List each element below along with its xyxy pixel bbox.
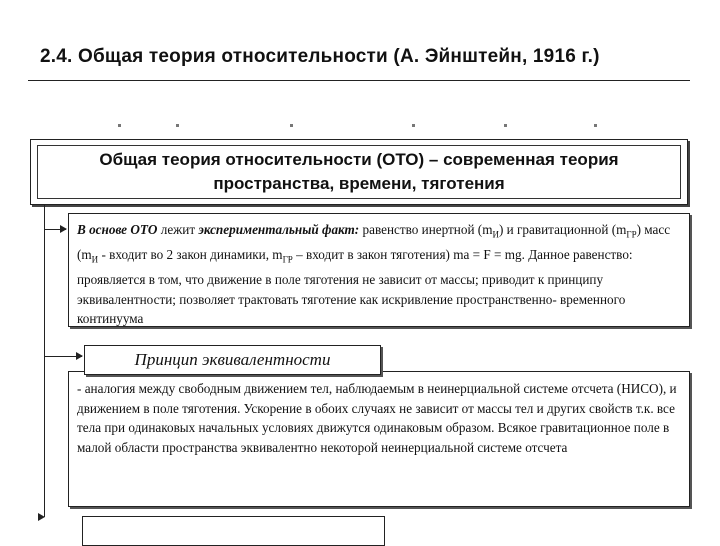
ото-title-box [30,139,688,205]
sub-grav: ГР [626,229,637,240]
ото-title-line1: Общая теория относительности (ОТО) – современная теория [99,150,619,169]
basis-intro-2: экспериментальный факт: [198,222,360,237]
desc-border-left [68,371,84,372]
ото-basis-box [68,213,690,327]
basis-text-5: - входит во 2 закон динамики, m [98,247,283,263]
ото-title-inner [37,145,681,199]
arrow-to-basis [44,229,66,230]
sub-inert2: И [91,254,99,265]
basis-text-3: ) и гравитационной (m [498,222,627,237]
sub-inert: И [492,229,499,240]
heading-underline [28,80,690,81]
arrow-to-principle [44,356,82,357]
basis-text-2: равенство инертной (m [359,222,493,237]
basis-text-1: лежит [157,222,199,237]
connector-line [44,205,45,517]
equivalence-description-text: - аналогия между свободным движением тел, наблюдаемым в неинерциальной системе отсчета (НИСО), и движением в поле тяготения. Ускорение в обоих случаях не зависит от массы тел и других свойств т.к. все тела при одинаковых начальных условиях движутся одинаковым образом. Всякое гравитационное поле в малой области пространства эквивалентно некоторой неинерциальной системе отсчета [77,381,677,455]
basis-text-6: – входит в закон тяготения) ma = F = mg. Данное равенство: проявляется в том, что движение в поле тяготения не зависит от массы; приводит к принципу эквивалентности; позволяет трактовать тяготение как искривление пространственно- временного континуума [77,247,633,327]
equivalence-principle-label: Принцип эквивалентности [134,350,331,369]
ото-title-line2: пространства, времени, тяготения [213,174,505,193]
next-box-partial [82,516,385,546]
basis-intro-1: В основе ОТО [77,222,158,237]
desc-border-right [381,371,690,372]
sub-grav2: ГР [282,254,293,265]
equivalence-description-box [68,371,690,507]
basis-text-4: ) масс (m [77,222,671,263]
faint-artifacts [112,124,632,130]
equivalence-principle-box [84,345,381,375]
slide-heading: 2.4. Общая теория относительности (А. Эйнштейн, 1916 г.) [40,46,600,67]
